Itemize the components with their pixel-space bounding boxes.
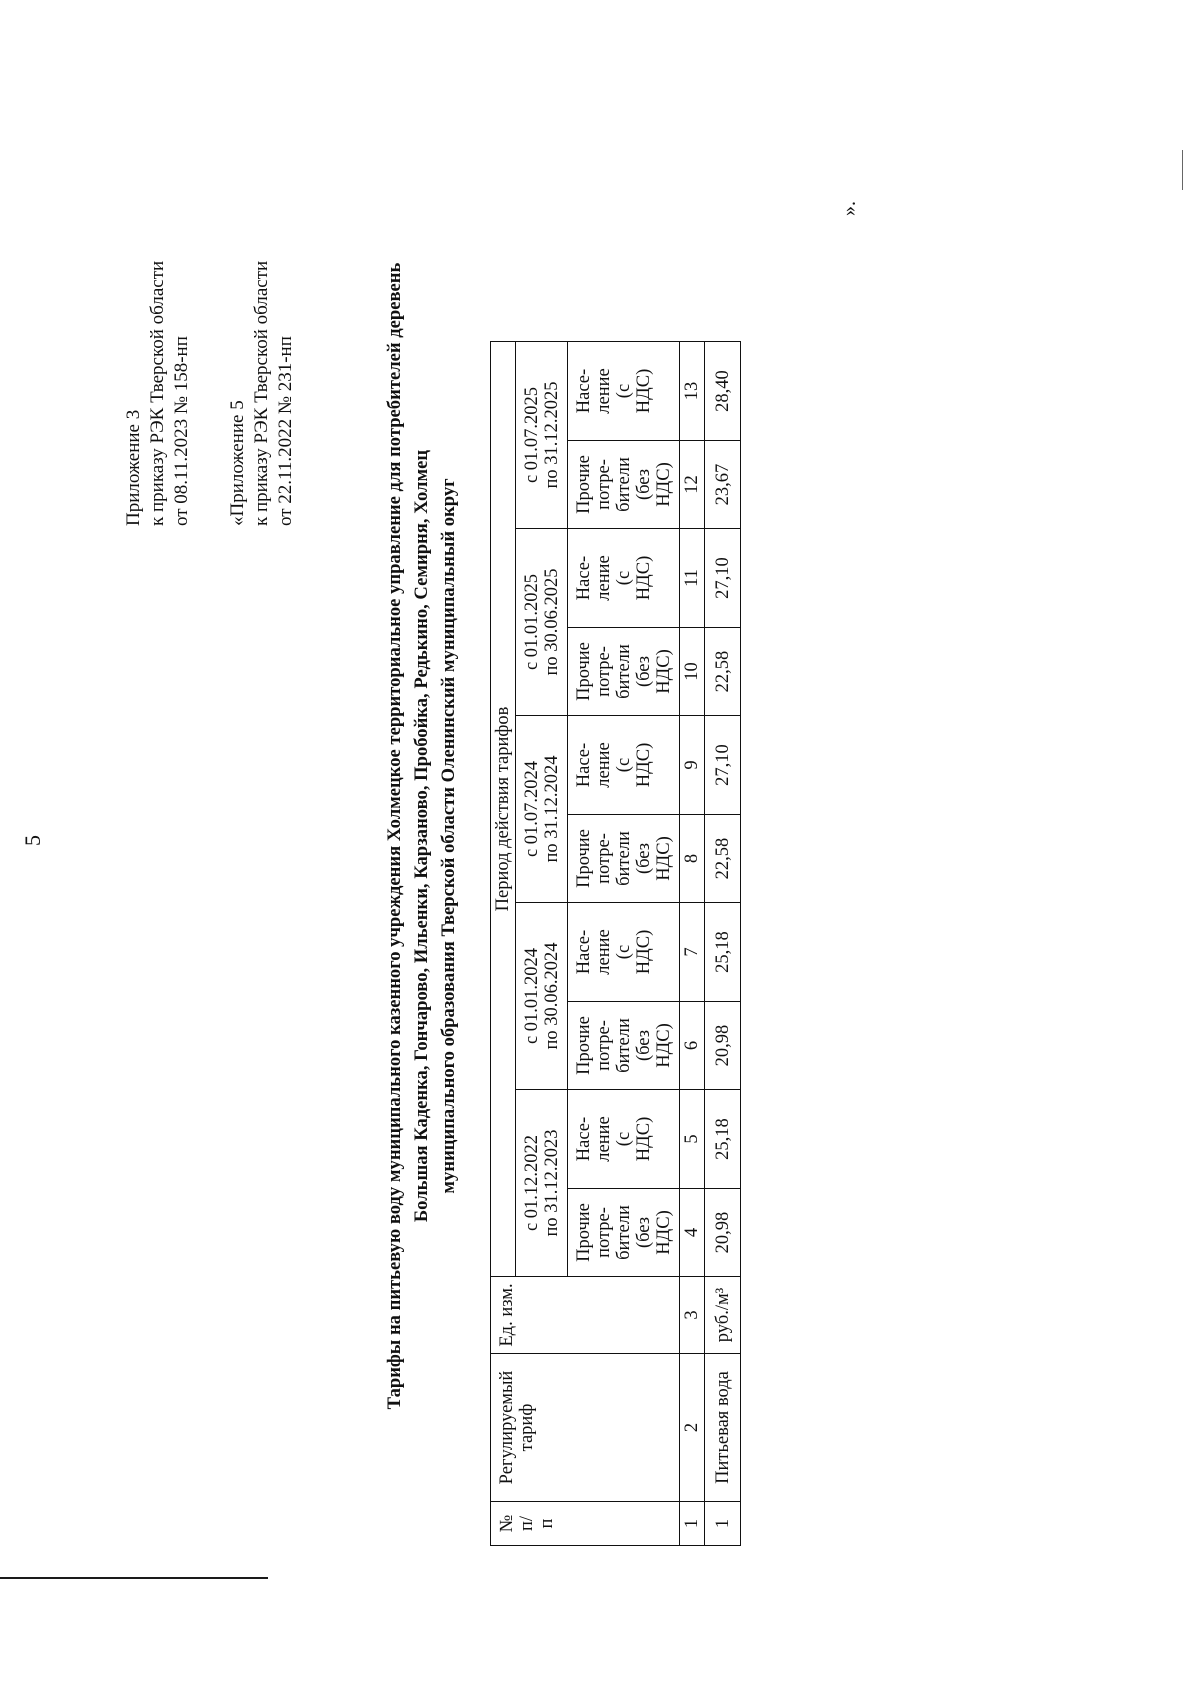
header-period-4: с 01.01.2025 по 30.06.2025 <box>516 529 568 716</box>
header-period-3: с 01.07.2024 по 31.12.2024 <box>516 716 568 903</box>
tariff-value: 20,98 <box>705 1002 741 1090</box>
document-title <box>381 126 462 1546</box>
tariff-value: 27,10 <box>705 716 741 815</box>
title-line2: Большая Каденка, Гончарово, Ильенки, Карзаново, Пробойка, Редькино, Семирня, Холмец <box>411 449 432 1223</box>
appendix-current-line3: от 08.11.2023 № 158-нп <box>171 336 192 526</box>
title-line3: муниципального образования Тверской области Оленинский муниципальный округ <box>438 478 459 1194</box>
header-population: Насе- ление (с НДС) <box>568 903 680 1002</box>
appendix-current-line1: Приложение 3 <box>123 409 144 526</box>
tariff-value: 28,40 <box>705 342 741 441</box>
header-other-consumers: Прочие потре- бители (без НДС) <box>568 1189 680 1277</box>
header-population: Насе- ление (с НДС) <box>568 529 680 628</box>
header-population: Насе- ление (с НДС) <box>568 342 680 441</box>
header-population: Насе- ление (с НДС) <box>568 1090 680 1189</box>
tariff-table <box>490 341 741 1546</box>
table-row <box>705 342 741 1546</box>
tariff-value: 22,58 <box>705 628 741 716</box>
row-num: 1 <box>705 1502 741 1546</box>
column-number: 11 <box>680 529 705 628</box>
appendix-current-line2: к приказу РЭК Тверской области <box>147 260 168 526</box>
column-number: 10 <box>680 628 705 716</box>
appendix-previous-line1: «Приложение 5 <box>227 400 248 526</box>
header-other-consumers: Прочие потре- бители (без НДС) <box>568 1002 680 1090</box>
header-period-1: с 01.12.2022 по 31.12.2023 <box>516 1090 568 1277</box>
page-number: 5 <box>20 835 45 846</box>
header-period-2: с 01.01.2024 по 30.06.2024 <box>516 903 568 1090</box>
column-number: 7 <box>680 903 705 1002</box>
header-other-consumers: Прочие потре- бители (без НДС) <box>568 628 680 716</box>
tariff-value: 23,67 <box>705 441 741 529</box>
header-tariff: Регулируемый тариф <box>491 1354 680 1502</box>
header-other-consumers: Прочие потре- бители (без НДС) <box>568 441 680 529</box>
row-unit: руб./м³ <box>705 1277 741 1354</box>
column-number: 9 <box>680 716 705 815</box>
tariff-value: 27,10 <box>705 529 741 628</box>
header-period-group: Период действия тарифов <box>491 342 516 1277</box>
column-number: 13 <box>680 342 705 441</box>
column-number: 3 <box>680 1277 705 1354</box>
appendix-previous <box>226 261 298 526</box>
header-num: № п/ п <box>491 1502 680 1546</box>
header-other-consumers: Прочие потре- бители (без НДС) <box>568 815 680 903</box>
header-period-5: с 01.07.2025 по 31.12.2025 <box>516 342 568 529</box>
title-line1: Тарифы на питьевую воду муниципального казенного учреждения Холмецкое территориальное управление для потребителей деревень <box>384 262 405 1410</box>
header-unit: Ед. изм. <box>491 1277 680 1354</box>
column-number: 4 <box>680 1189 705 1277</box>
tariff-value: 22,58 <box>705 815 741 903</box>
tariff-value: 20,98 <box>705 1189 741 1277</box>
closing-quote: ». <box>838 201 860 216</box>
header-population: Насе- ление (с НДС) <box>568 716 680 815</box>
column-number: 8 <box>680 815 705 903</box>
tariff-value: 25,18 <box>705 903 741 1002</box>
column-number: 5 <box>680 1090 705 1189</box>
row-tariff: Питьевая вода <box>705 1354 741 1502</box>
column-number: 6 <box>680 1002 705 1090</box>
appendix-current <box>122 261 194 526</box>
column-number: 2 <box>680 1354 705 1502</box>
column-number: 12 <box>680 441 705 529</box>
tariff-value: 25,18 <box>705 1090 741 1189</box>
appendix-previous-line3: от 22.11.2022 № 231-нп <box>275 336 296 526</box>
appendix-previous-line2: к приказу РЭК Тверской области <box>251 260 272 526</box>
column-number-row <box>680 342 705 1546</box>
column-number: 1 <box>680 1502 705 1546</box>
